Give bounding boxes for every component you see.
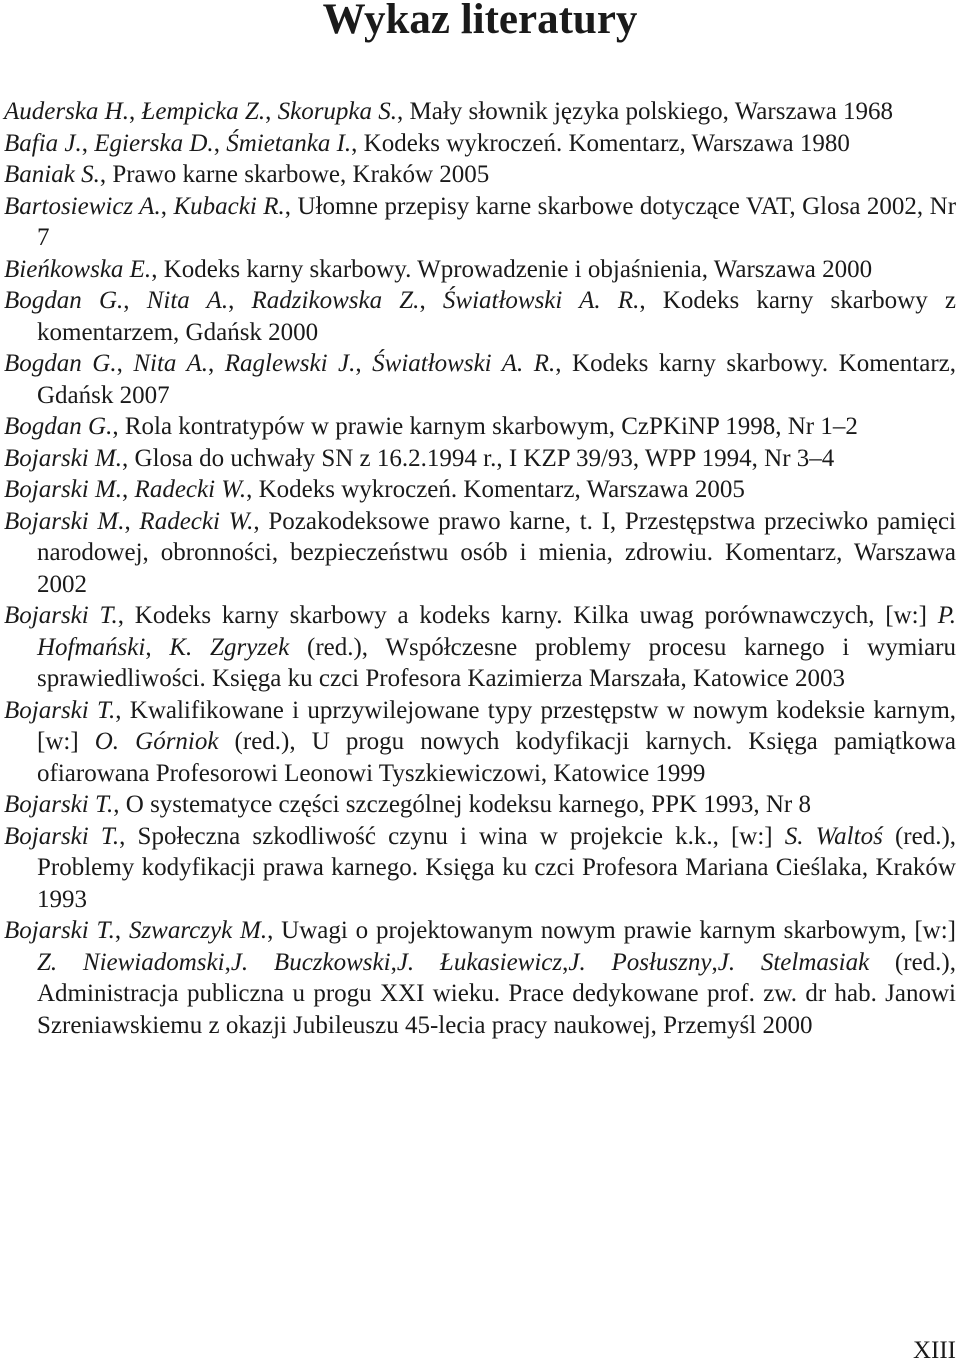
bibliography-entry: [4, 474, 956, 506]
bibliography-entry: [4, 506, 956, 601]
entry-text: ,: [123, 287, 147, 314]
page-number: XIII: [912, 1337, 956, 1364]
entry-author-or-editor: Bojarski T.: [4, 696, 116, 724]
bibliography-entry: [4, 443, 956, 475]
bibliography-entry: [4, 915, 956, 1041]
bibliography-entry: [4, 254, 956, 286]
entry-text: , Glosa do uchwały SN z 16.2.1994 r., I KZP 39/93, WPP 1994, Nr 3–4: [122, 444, 835, 472]
entry-text: , Społeczna szkodliwość czynu i wina w projekcie k.k., [w:]: [119, 822, 785, 850]
entry-author-or-editor: K. Zgryzek: [169, 633, 290, 661]
entry-author-or-editor: J. Posłuszny: [568, 948, 712, 976]
entry-author-or-editor: O. Górniok: [94, 728, 219, 755]
entry-text: ,: [419, 287, 443, 314]
entry-text: ,: [355, 350, 373, 377]
entry-text: , Rola kontratypów w prawie karnym skarbowym, CzPKiNP 1998, Nr 1–2: [112, 413, 858, 440]
entry-author-or-editor: Bojarski T.: [4, 791, 114, 818]
bibliography-entry: [4, 128, 956, 160]
bibliography-entry: [4, 348, 956, 411]
entry-author-or-editor: Bojarski M.: [4, 507, 125, 535]
entry-text: ,: [213, 129, 227, 157]
bibliography-entry: [4, 285, 956, 348]
entry-text: ,: [160, 192, 174, 220]
entry-text: , Kodeks karny skarbowy. Komentarz, Gdańsk 2007: [37, 350, 956, 409]
entry-author-or-editor: Nita A.: [133, 350, 209, 377]
entry-author-or-editor: Bogdan G.: [4, 350, 117, 377]
entry-author-or-editor: J. Stelmasiak: [717, 948, 870, 976]
entry-text: ,: [562, 948, 569, 976]
entry-author-or-editor: Kubacki R.: [173, 192, 285, 220]
entry-author-or-editor: Bojarski T.: [4, 602, 118, 629]
entry-author-or-editor: Bojarski M.: [4, 444, 123, 472]
entry-author-or-editor: P. Hofmański: [37, 602, 957, 661]
entry-text: (red.), U progu nowych kodyfikacji karnych. Księga pamiątkowa ofiarowana Profesorowi Leonowi Tyszkiewiczowi, Katowice 1999: [37, 728, 956, 787]
entry-author-or-editor: Światłowski A. R.: [372, 350, 556, 377]
entry-text: , Kodeks karny skarbowy z komentarzem, Gdańsk 2000: [37, 287, 956, 346]
entry-text: (red.), Współczesne problemy procesu karnego i wymiaru sprawiedliwości. Księga ku czci Profesora Kazimierza Marszała, Katowice 2003: [37, 633, 957, 692]
bibliography-entry: [4, 600, 956, 695]
entry-author-or-editor: Bogdan G.: [4, 413, 113, 440]
entry-text: ,: [711, 948, 718, 976]
entry-author-or-editor: Szwarczyk M.: [128, 917, 268, 944]
bibliography-list: [4, 96, 956, 1041]
entry-author-or-editor: Śmietanka I.: [226, 129, 352, 157]
entry-text: , Uwagi o projektowanym nowym prawie karnym skarbowym, [w:]: [267, 917, 957, 944]
entry-text: ,: [265, 98, 278, 125]
entry-author-or-editor: Z. Niewiadomski: [37, 948, 225, 976]
entry-text: , O systematyce części szczególnej kodeksu karnego, PPK 1993, Nr 8: [113, 791, 811, 818]
entry-text: ,: [390, 948, 397, 976]
entry-author-or-editor: Światłowski A. R.: [442, 287, 640, 314]
entry-author-or-editor: Bojarski M.: [4, 476, 123, 503]
entry-author-or-editor: Radzikowska Z.: [251, 287, 420, 314]
entry-author-or-editor: Bogdan G.: [4, 287, 124, 314]
bibliography-entry: [4, 821, 956, 916]
entry-text: , Mały słownik języka polskiego, Warszawa 1968: [397, 98, 894, 125]
entry-text: ,: [116, 350, 134, 377]
entry-text: (red.), Administracja publiczna u progu XXI wieku. Prace dedykowane prof. zw. dr hab. Janowi Szreniawskiemu z okazji Jubileuszu 45-lecia pracy naukowej, Przemyśl 2000: [37, 948, 956, 1039]
entry-author-or-editor: Egierska D.: [94, 129, 214, 157]
entry-text: , Kwalifikowane i uprzywilejowane typy przestępstw w nowym kodeksie karnym, [w:]: [37, 696, 957, 755]
entry-author-or-editor: Skorupka S.: [277, 98, 398, 125]
entry-text: ,: [208, 350, 225, 377]
bibliography-entry: [4, 789, 956, 821]
bibliography-entry: [4, 191, 956, 254]
entry-text: , Kodeks wykroczeń. Komentarz, Warszawa 1980: [351, 129, 850, 157]
entry-text: ,: [122, 476, 135, 503]
entry-text: , Kodeks karny skarbowy. Wprowadzenie i objaśnienia, Warszawa 2000: [151, 255, 873, 283]
entry-author-or-editor: Bafia J.: [4, 129, 82, 157]
entry-text: , Prawo karne skarbowe, Kraków 2005: [99, 161, 490, 188]
entry-author-or-editor: Radecki W.: [139, 507, 254, 535]
entry-text: (red.), Problemy kodyfikacji prawa karnego. Księga ku czci Profesora Mariana Cieślaka, Kraków 1993: [37, 822, 957, 913]
entry-author-or-editor: Radecki W.: [134, 476, 247, 503]
entry-author-or-editor: J. Łukasiewicz: [396, 948, 563, 976]
entry-text: , Kodeks karny skarbowy a kodeks karny. Kilka uwag porównawczych, [w:]: [117, 602, 938, 629]
entry-author-or-editor: Bojarski T.: [4, 822, 120, 850]
entry-author-or-editor: S. Waltoś: [784, 822, 883, 850]
entry-text: ,: [114, 917, 129, 944]
entry-text: ,: [224, 948, 231, 976]
entry-author-or-editor: Nita A.: [146, 287, 229, 314]
entry-author-or-editor: Raglewski J.: [224, 350, 356, 377]
entry-text: , Pozakodeksowe prawo karne, t. I, Przestępstwa przeciwko pamięci narodowej, obronności, bezpieczeństwu osób i mienia, zdrowiu. Komentarz, Warszawa 2002: [37, 507, 956, 598]
entry-author-or-editor: Bieńkowska E.: [4, 255, 152, 283]
entry-text: , Ułomne przepisy karne skarbowe dotyczące VAT, Glosa 2002, Nr 7: [37, 192, 957, 251]
entry-author-or-editor: J. Buczkowski: [230, 948, 391, 976]
entry-text: ,: [81, 129, 95, 157]
page-title: Wykaz literatury: [322, 0, 638, 43]
entry-author-or-editor: Auderska H.: [4, 98, 129, 125]
bibliography-entry: [4, 695, 956, 790]
entry-author-or-editor: Łempicka Z.: [141, 98, 266, 125]
bibliography-entry: [4, 411, 956, 443]
entry-text: ,: [228, 287, 252, 314]
entry-author-or-editor: Baniak S.: [4, 161, 100, 188]
entry-author-or-editor: Bojarski T.: [4, 917, 115, 944]
entry-text: ,: [145, 633, 170, 661]
bibliography-entry: [4, 159, 956, 191]
entry-text: ,: [128, 98, 142, 125]
entry-text: , Kodeks wykroczeń. Komentarz, Warszawa 2005: [246, 476, 745, 503]
entry-author-or-editor: Bartosiewicz A.: [4, 192, 161, 220]
bibliography-entry: [4, 96, 956, 128]
entry-text: ,: [124, 507, 140, 535]
